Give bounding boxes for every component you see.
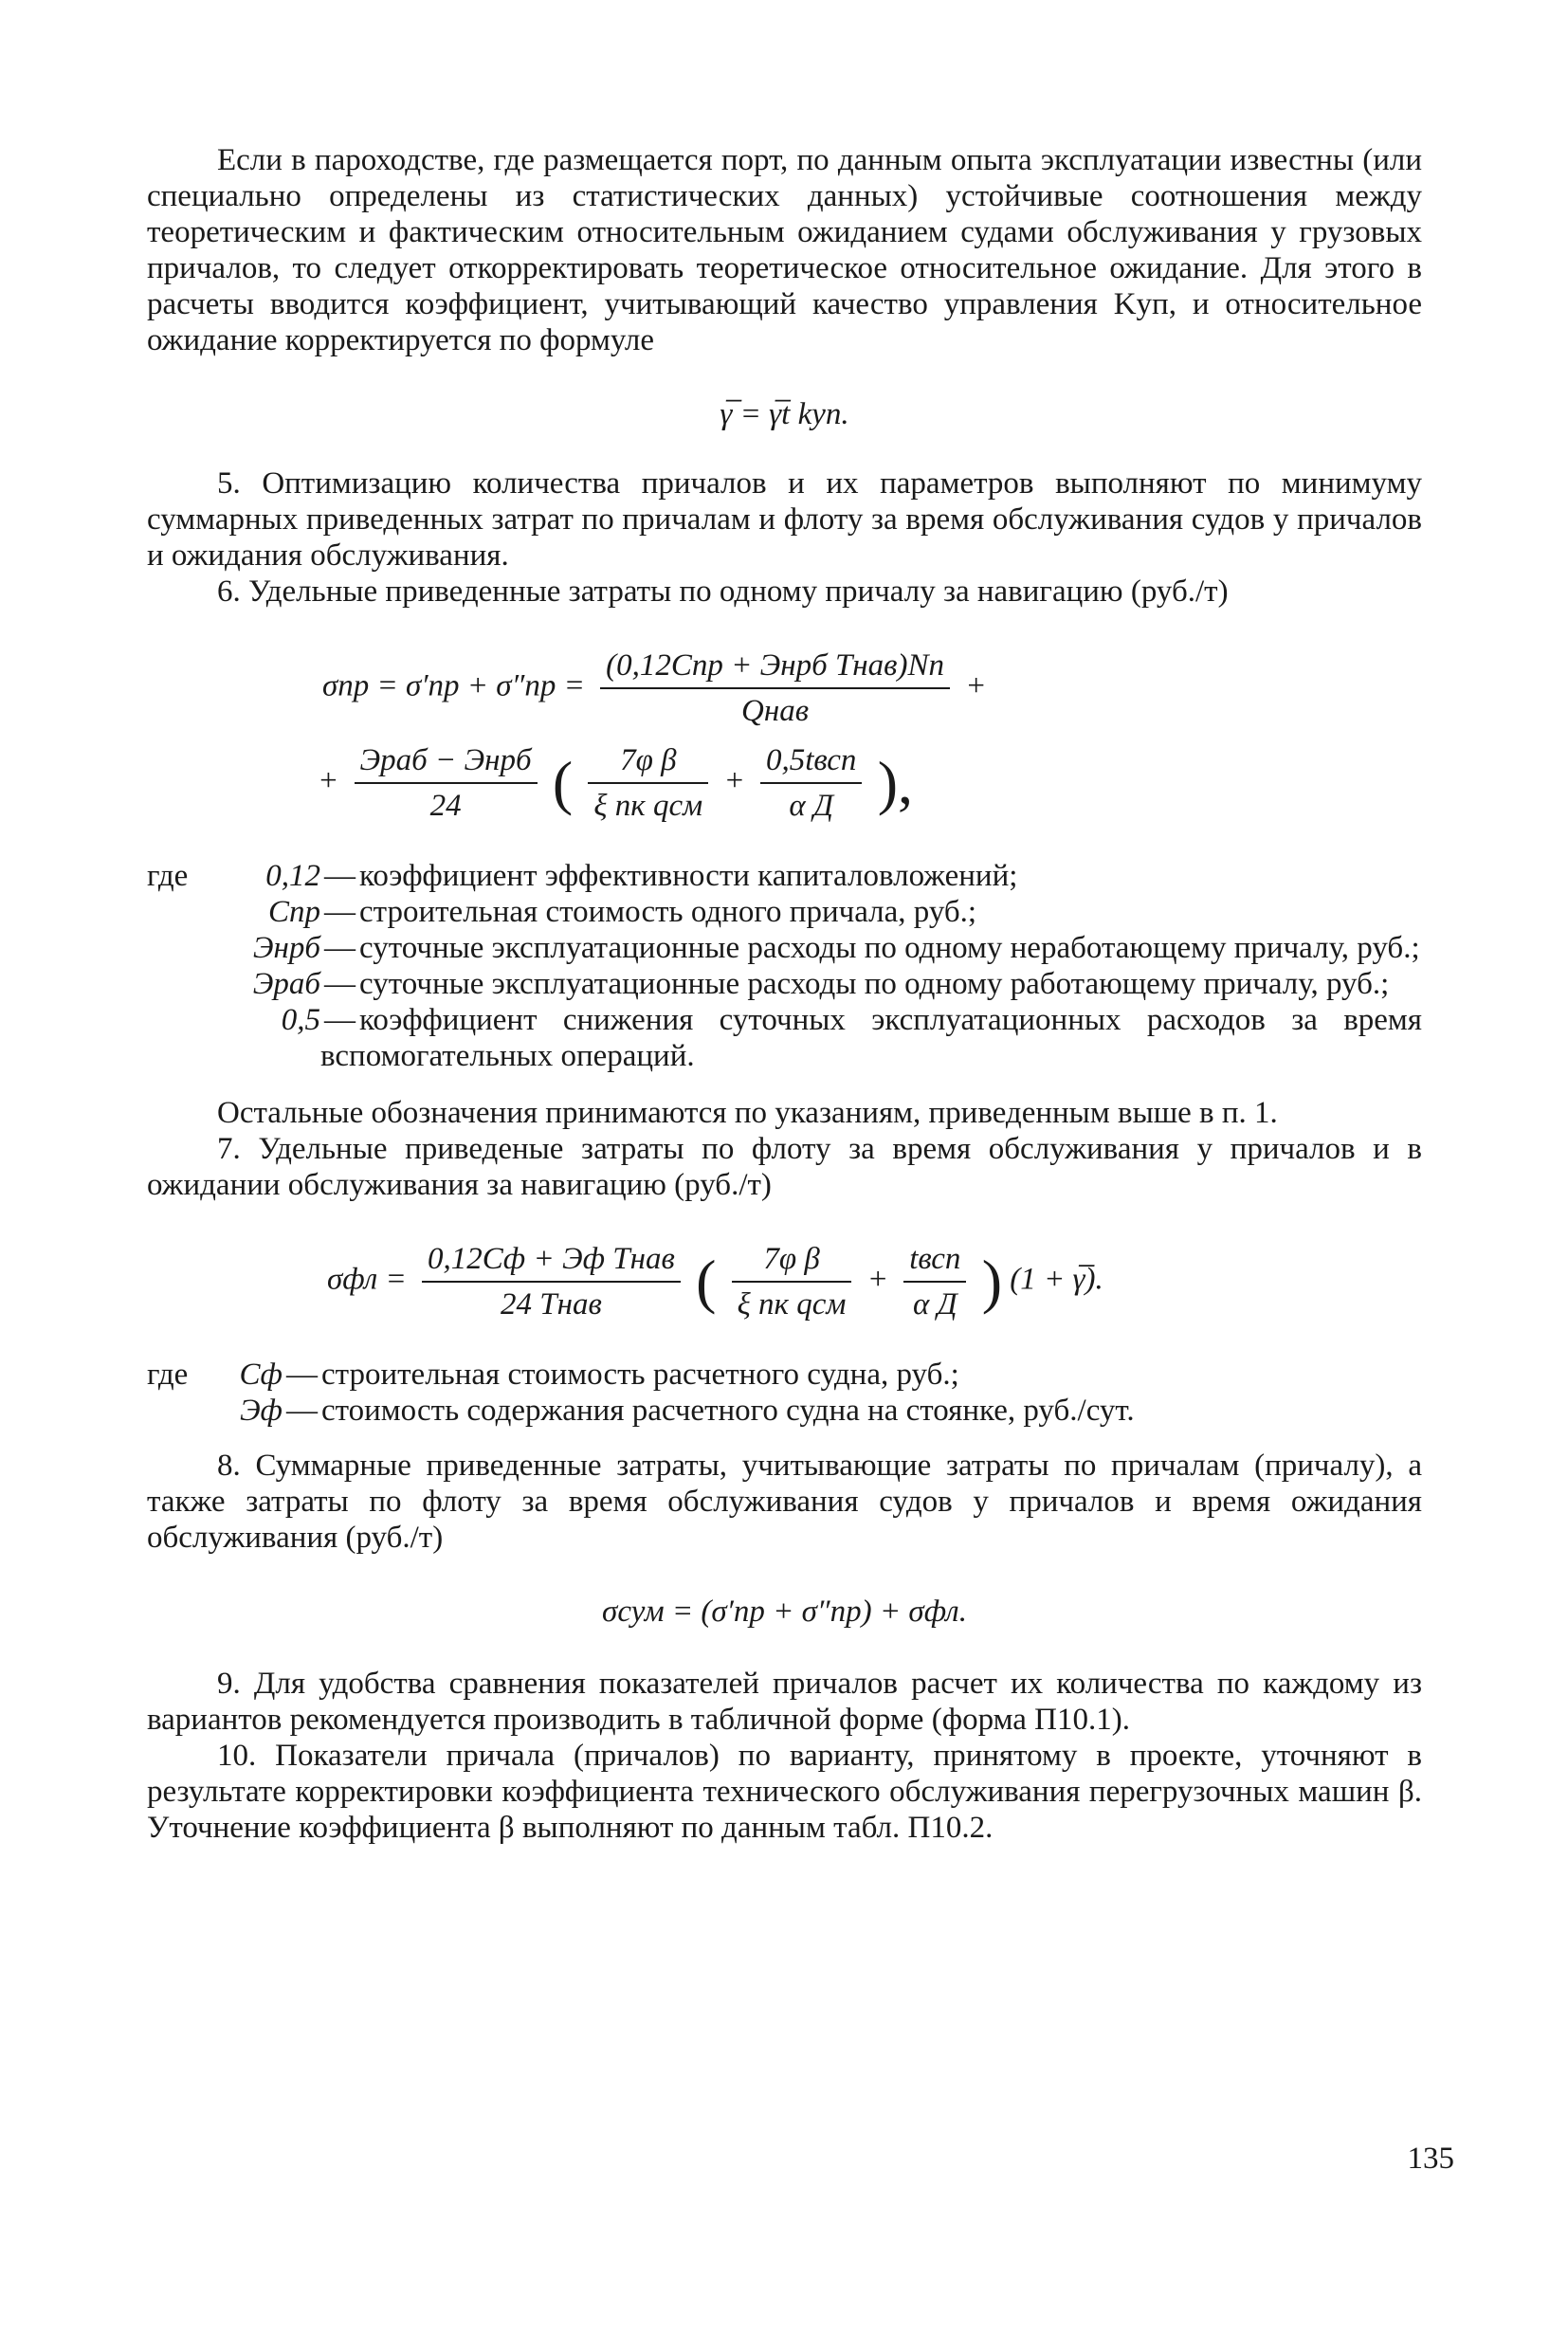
formula-pr-frac-3 [588,742,708,824]
paragraph-8: 8. Суммарные приведенные затраты, учитывающие затраты по причалам (причалу), а также затраты по флоту за время обслуживания судов у причалов и время ожидания обслуживания (руб./т) [147,1449,1422,1555]
legend-symbol: Эраб [252,967,320,1001]
legend-symbol: Cф [239,1358,283,1392]
formula-pr-lhs: σпр = σ′пр + σ″пр = [322,668,585,703]
formula-pr-num-2: Эраб − Энрб [355,742,538,784]
legend-description: стоимость содержания расчетного судна на стоянке, руб./сут. [321,1394,1135,1428]
page-body [147,142,1422,1846]
formula-fl-plus: + [866,1262,888,1297]
page-number: 135 [1407,2142,1454,2176]
formula-fl-close: ) [981,1248,1002,1315]
legend-row: где Cф — строительная стоимость расчетного судна, руб.; [147,1358,959,1392]
legend-row: 0,5 — коэффициент снижения суточных эксплуатационных расходов за время вспомогательных операций. [147,1002,1422,1074]
paragraph-7: 7. Удельные приведеные затраты по флоту за время обслуживания у причалов и в ожидании обслуживания за навигацию (руб./т) [147,1132,1422,1202]
formula-gamma: γ̅ = γ̅t kуп. [720,397,849,431]
formula-fl-frac-2 [732,1241,852,1322]
legend-fl [147,1357,1422,1429]
paragraph-9: 9. Для удобства сравнения показателей причалов расчет их количества по каждому из вариантов рекомендуется производить в табличной форме (форма П10.1). [147,1667,1422,1737]
legend-where: где [147,1358,189,1392]
formula-fl-den-2: ξ nк qсм [737,1287,847,1322]
legend-row: Эф — стоимость содержания расчетного судна на стоянке, руб./сут. [147,1393,1422,1429]
formula-pr-frac-4 [760,742,862,824]
formula-fl-num-1: 0,12Cф + Эф Tнав [422,1241,681,1283]
formula-fl-frac-1 [422,1241,681,1322]
legend-symbol: 0,5 [281,1003,320,1037]
legend-symbol: Энрб [252,931,320,965]
legend-row: Энрб — суточные эксплуатационные расходы по одному неработающему причалу, руб.; [147,930,1422,966]
formula-sum: σсум = (σ′пр + σ″пр) + σфл. [602,1595,967,1629]
formula-fl-lhs: σфл = [327,1262,407,1297]
formula-pr-num-3: 7φ β [588,742,708,784]
legend-symbol: 0,12 [265,859,320,893]
legend-description: суточные эксплуатационные расходы по одному работающему причалу, руб.; [359,967,1390,1001]
formula-fl-open: ( [696,1248,717,1315]
paragraph-5: 5. Оптимизацию количества причалов и их параметров выполняют по минимуму суммарных приведенных затрат по причалам и флоту за время обслуживания судов у причалов и ожидания обслуживания. [147,466,1422,573]
formula-pr-close: ), [877,749,913,816]
formula-fl [147,1241,1422,1322]
legend-description: строительная стоимость расчетного судна, руб.; [321,1358,959,1392]
legend-description: коэффициент снижения суточных эксплуатационных расходов за время вспомогательных операций. [320,1003,1422,1073]
formula-pr-num-4: 0,5tвсп [760,742,862,784]
legend-symbol: Cпр [267,895,320,929]
legend-description: суточные эксплуатационные расходы по одному неработающему причалу, руб.; [359,931,1420,965]
legend-where: где [147,859,189,893]
formula-fl-frac-3 [903,1241,966,1322]
formula-fl-num-3: tвсп [903,1241,966,1283]
formula-fl-den-1: 24 Tнав [501,1287,602,1322]
paragraph-rest: Остальные обозначения принимаются по указаниям, приведенным выше в п. 1. [217,1096,1278,1130]
paragraph-6: 6. Удельные приведенные затраты по одному причалу за навигацию (руб./т) [217,574,1229,609]
legend-row: где 0,12 — коэффициент эффективности капиталовложений; [147,859,1018,893]
formula-pr-den-1: Qнав [741,694,810,728]
paragraph-intro: Если в пароходстве, где размещается порт, по данным опыта эксплуатации известны (или специально определены из статистических данных) устойчивые соотношения между теоретическим и фактическим относительным ожиданием судами обслуживания у грузовых причалов, то следует откорректировать теоретическое относительное ожидание. Для этого в расчеты вводится коэффициент, учитывающий качество управления Kуп, и относительное ожидание корректируется по формуле [147,143,1422,357]
formula-pr-frac-2 [355,742,538,824]
formula-pr-den-3: ξ nк qсм [593,789,703,823]
formula-fl-den-3: α Д [913,1287,957,1322]
formula-pr-plus-2: + [723,763,745,798]
formula-pr-num-1: (0,12Cпр + Энрб Tнав)Nп [600,647,950,689]
formula-fl-num-2: 7φ β [732,1241,852,1283]
formula-pr-lead: + [318,763,339,798]
formula-pr-open: ( [552,749,574,816]
formula-pr [147,647,1422,824]
formula-pr-plus: + [965,668,987,703]
legend-row: Cпр — строительная стоимость одного причала, руб.; [147,894,1422,930]
formula-pr-frac-1 [600,647,950,729]
formula-fl-tail: (1 + γ̅). [1010,1262,1103,1297]
paragraph-10: 10. Показатели причала (причалов) по варианту, принятому в проекте, уточняют в результате корректировки коэффициента технического обслуживания перегрузочных машин β. Уточнение коэффициента β выполняют по данным табл. П10.2. [147,1739,1422,1845]
formula-pr-den-2: 24 [429,789,462,823]
legend-description: коэффициент эффективности капиталовложений; [359,859,1018,893]
legend-row: Эраб — суточные эксплуатационные расходы по одному работающему причалу, руб.; [147,966,1422,1002]
legend-pr [147,858,1422,1074]
legend-symbol: Эф [239,1394,283,1428]
legend-description: строительная стоимость одного причала, руб.; [359,895,977,929]
formula-pr-den-4: α Д [789,789,833,823]
